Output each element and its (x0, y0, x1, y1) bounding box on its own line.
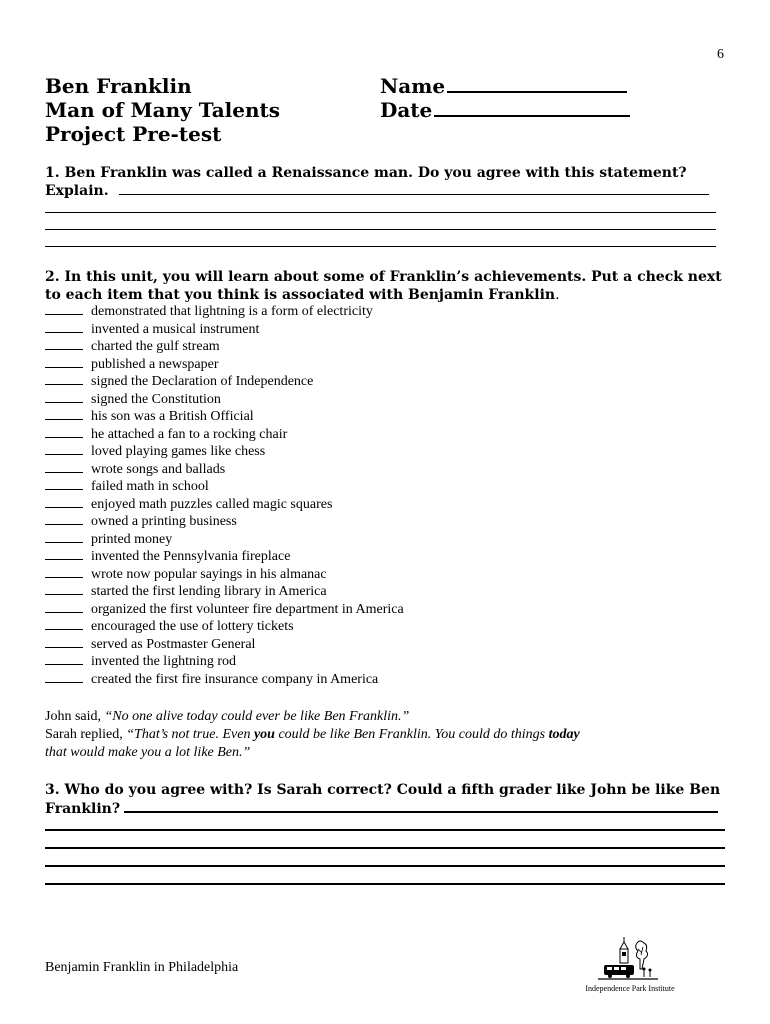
checklist-item (45, 461, 404, 479)
question-2-line-2: to each item that you think is associated with Benjamin Franklin (45, 287, 556, 303)
checklist-item-label: signed the Declaration of Independence (91, 374, 314, 389)
sarah-quote-part-a: “That’s not true. Even (126, 727, 254, 742)
title-line-3: Project Pre-test (45, 122, 222, 146)
question-2 (45, 268, 725, 304)
answer-line[interactable] (45, 883, 725, 885)
question-3 (45, 781, 725, 818)
checklist-item-label: encouraged the use of lottery tickets (91, 619, 294, 634)
checklist-item (45, 601, 404, 619)
checklist-item (45, 583, 404, 601)
check-blank[interactable] (45, 303, 83, 315)
footer-title: Benjamin Franklin in Philadelphia (45, 960, 239, 975)
john-quote: “No one alive today could ever be like Ben Franklin.” (104, 709, 410, 724)
check-blank[interactable] (45, 618, 83, 630)
checklist-item (45, 373, 404, 391)
title-line-1: Ben Franklin (45, 74, 192, 98)
check-blank[interactable] (45, 478, 83, 490)
achievement-checklist (45, 303, 404, 688)
check-blank[interactable] (45, 373, 83, 385)
checklist-item (45, 443, 404, 461)
checklist-item (45, 671, 404, 689)
check-blank[interactable] (45, 338, 83, 350)
name-date-fields (380, 74, 630, 122)
answer-line[interactable] (45, 829, 725, 831)
checklist-item-label: owned a printing business (91, 514, 237, 529)
checklist-item-label: signed the Constitution (91, 391, 221, 407)
check-blank[interactable] (45, 531, 83, 543)
check-blank[interactable] (45, 548, 83, 560)
check-blank[interactable] (45, 583, 83, 595)
checklist-item-label: served as Postmaster General (91, 636, 256, 652)
checklist-item (45, 408, 404, 426)
question-2-line-1: 2. In this unit, you will learn about some of Franklin’s achievements. Put a check next (45, 269, 722, 285)
checklist-item-label: invented the lightning rod (91, 654, 237, 669)
question-3-line-1: 3. Who do you agree with? Is Sarah correct? Could a fifth grader like John be like Ben (45, 782, 721, 798)
checklist-item-label: charted the gulf stream (91, 339, 220, 354)
check-blank[interactable] (45, 601, 83, 613)
worksheet-title (45, 74, 280, 146)
check-blank[interactable] (45, 321, 83, 333)
sarah-quote-part-c: could be like Ben Franklin. You could do things (274, 727, 549, 742)
checklist-item-label: he attached a fan to a rocking chair (91, 426, 288, 442)
checklist-item (45, 531, 404, 549)
checklist-item-label: his son was a British Official (91, 409, 254, 424)
checklist-item-label: invented the Pennsylvania fireplace (91, 549, 291, 564)
checklist-item-label: invented a musical instrument (91, 321, 260, 337)
page-number: 6 (717, 47, 724, 62)
question-1-line-1: 1. Ben Franklin was called a Renaissance man. Do you agree with this statement? (45, 165, 687, 181)
answer-line[interactable] (45, 246, 716, 247)
answer-line[interactable] (45, 865, 725, 867)
checklist-item-label: demonstrated that lightning is a form of electricity (91, 304, 373, 319)
checklist-item-label: created the first fire insurance company in America (91, 671, 379, 687)
sarah-prefix: Sarah replied, (45, 727, 127, 742)
dialogue-block (45, 708, 735, 762)
question-3-line-2: Franklin? (45, 801, 121, 817)
checklist-item (45, 548, 404, 566)
answer-line-inline-3[interactable] (124, 799, 718, 813)
question-1 (45, 164, 725, 200)
check-blank[interactable] (45, 461, 83, 473)
name-label: Name (380, 74, 446, 98)
check-blank[interactable] (45, 408, 83, 420)
checklist-item (45, 338, 404, 356)
checklist-item (45, 618, 404, 636)
logo-caption: Independence Park Institute (585, 984, 675, 993)
checklist-item (45, 426, 404, 444)
checklist-item-label: published a newspaper (91, 356, 219, 372)
name-field[interactable] (447, 76, 627, 93)
check-blank[interactable] (45, 566, 83, 578)
checklist-item-label: wrote now popular sayings in his almanac (91, 566, 327, 582)
check-blank[interactable] (45, 671, 83, 683)
sarah-quote-emphasis-today: today (548, 727, 580, 742)
checklist-item (45, 636, 404, 654)
check-blank[interactable] (45, 391, 83, 403)
checklist-item-label: printed money (91, 531, 173, 547)
date-field[interactable] (434, 100, 630, 117)
answer-line-inline-1[interactable] (119, 182, 709, 195)
checklist-item (45, 303, 404, 321)
checklist-item-label: started the first lending library in America (91, 584, 327, 599)
checklist-item (45, 391, 404, 409)
answer-line[interactable] (45, 229, 716, 230)
checklist-item-label: loved playing games like chess (91, 444, 266, 459)
checklist-item (45, 566, 404, 584)
checklist-item-label: enjoyed math puzzles called magic squares (91, 496, 333, 512)
checklist-item (45, 356, 404, 374)
check-blank[interactable] (45, 356, 83, 368)
checklist-item (45, 513, 404, 531)
question-1-line-2: Explain. (45, 183, 109, 199)
checklist-item (45, 496, 404, 514)
answer-line[interactable] (45, 212, 716, 213)
john-prefix: John said, (45, 709, 105, 724)
check-blank[interactable] (45, 513, 83, 525)
checklist-item-label: organized the first volunteer fire department in America (91, 601, 404, 617)
sarah-quote-emphasis-you: you (253, 727, 275, 742)
checklist-item-label: failed math in school (91, 479, 209, 494)
checklist-item (45, 478, 404, 496)
check-blank[interactable] (45, 653, 83, 665)
title-line-2: Man of Many Talents (45, 98, 281, 122)
checklist-item-label: wrote songs and ballads (91, 461, 226, 477)
checklist-item (45, 653, 404, 671)
sarah-quote-part-e: that would make you a lot like Ben.” (45, 745, 251, 760)
answer-line[interactable] (45, 847, 725, 849)
check-blank[interactable] (45, 496, 83, 508)
check-blank[interactable] (45, 636, 83, 648)
question-2-period: . (555, 287, 560, 303)
checklist-item (45, 321, 404, 339)
check-blank[interactable] (45, 443, 83, 455)
check-blank[interactable] (45, 426, 83, 438)
date-label: Date (380, 98, 433, 122)
